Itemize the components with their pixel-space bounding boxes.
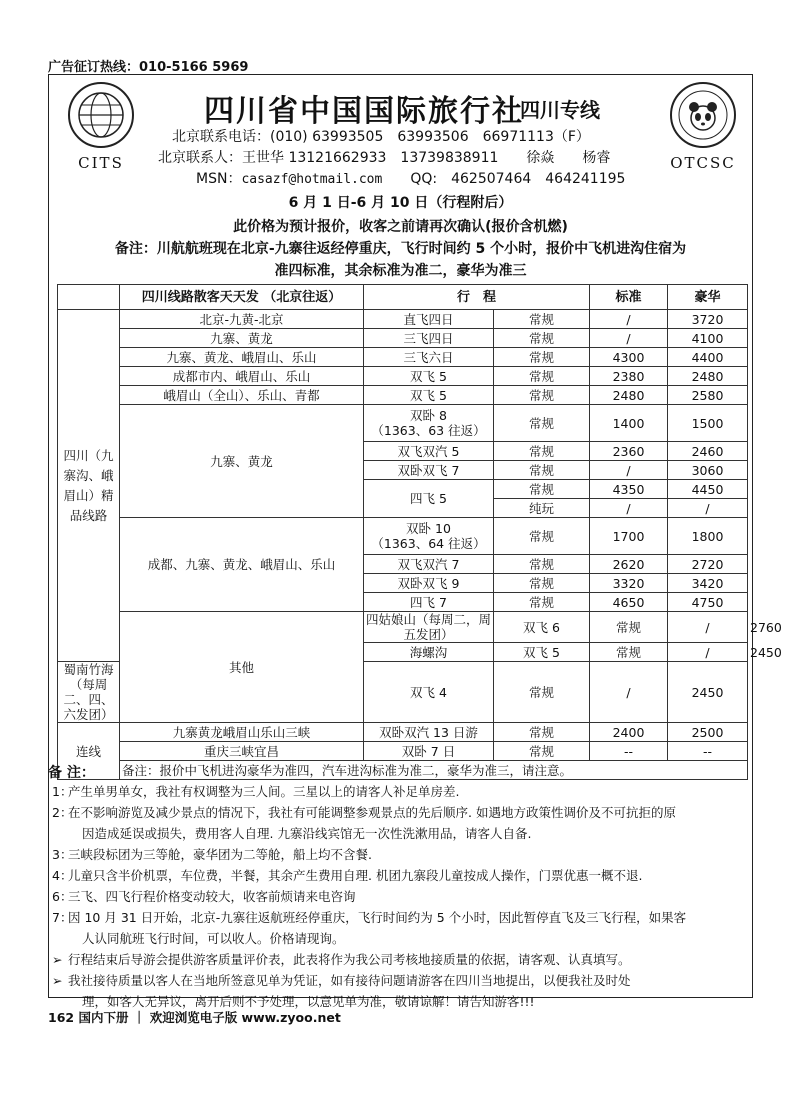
footer-slogan[interactable]: 欢迎浏览电子版 www.zyoo.net (149, 1010, 341, 1025)
luxury-price: 1800 (668, 518, 748, 555)
luxury-price: 4450 (668, 480, 748, 499)
table-row (58, 329, 748, 348)
itinerary-header: 行 程 (364, 285, 590, 310)
msn-label: MSN： (196, 171, 242, 187)
type-cell: 常规 (494, 480, 590, 499)
group-other: 其他 (120, 612, 364, 723)
footer-section: 国内下册 (78, 1010, 129, 1025)
table-row (58, 742, 748, 761)
note-text-cont: 人认同航班飞行时间，可以收人。价格请现询。 (82, 931, 345, 946)
arrow-icon: ➢ (52, 973, 63, 988)
otcsc-logo-text: OTCSC (670, 154, 736, 172)
note-number: 1： (52, 784, 73, 799)
standard-price: 2360 (590, 442, 668, 461)
type-cell: 常规 (494, 442, 590, 461)
route-cell: 九寨、黄龙、峨眉山、乐山 (120, 348, 364, 367)
note-text: 三峡段标团为三等舱，豪华团为二等舱，船上均不含餐. (68, 847, 372, 862)
note-text-cont: 理，如客人无异议，离开后则不予处理，以意见单为准，敬请谅解！请告知游客!!! (82, 994, 535, 1009)
table-row (58, 348, 748, 367)
standard-price: 2400 (590, 723, 668, 742)
trip-cell: 双飞 5 (494, 643, 590, 662)
date-range: 6 月 1 日-6 月 10 日（行程附后） (288, 195, 513, 211)
note-number: 3： (52, 847, 73, 862)
msn-email[interactable]: casazf@hotmail.com (241, 172, 383, 187)
route-cell: 蜀南竹海（每周二、四、六发团） (58, 662, 120, 723)
remark-line-2: 准四标准，其余标准为准二，豪华为准三 (274, 263, 527, 279)
standard-price: -- (590, 742, 668, 761)
page-number: 162 (48, 1010, 75, 1025)
standard-price: / (668, 643, 748, 662)
note-item (52, 949, 747, 970)
type-cell: 常规 (494, 742, 590, 761)
type-cell: 常规 (494, 593, 590, 612)
note-number: 2： (52, 805, 73, 820)
trip-cell: 双飞双汽 7 (364, 555, 494, 574)
luxury-price: 2580 (668, 386, 748, 405)
route-cell: 重庆三峡宜昌 (120, 742, 364, 761)
route-header: 四川线路散客天天发 （北京往返） (120, 285, 364, 310)
type-cell: 常规 (590, 643, 668, 662)
table-row (58, 723, 748, 742)
trip-cell: 双飞双汽 5 (364, 442, 494, 461)
standard-price: 4300 (590, 348, 668, 367)
table-row: 海螺沟 双飞 5 常规 / 2450 (58, 643, 748, 662)
contact-phone: 北京联系电话：(010) 63993505 63993506 66971113（F） (172, 129, 590, 145)
type-cell: 常规 (494, 329, 590, 348)
trip-cell: 四飞 5 (364, 480, 494, 518)
route-cell: 海螺沟 (364, 643, 494, 662)
standard-price: 4350 (590, 480, 668, 499)
note-item (52, 886, 747, 907)
note-number: 4： (52, 868, 73, 883)
cits-logo (62, 80, 140, 172)
trip-cell: 双飞 5 (364, 386, 494, 405)
type-cell: 常规 (494, 310, 590, 329)
trip-main: 双卧 8 (410, 408, 447, 423)
type-cell: 常规 (494, 723, 590, 742)
note-number: 7： (52, 910, 73, 925)
table-row (58, 367, 748, 386)
trip-cell (364, 405, 494, 442)
route-cell: 九寨、黄龙 (120, 329, 364, 348)
note-text: 行程结束后导游会提供游客质量评价表，此表将作为我公司考核地接质量的依据，请客观、认真填写。 (68, 952, 631, 967)
note-item (52, 970, 747, 1012)
trip-sub: （1363、64 往返） (371, 536, 486, 551)
luxury-price: 4750 (668, 593, 748, 612)
table-footnote-row (58, 761, 748, 780)
standard-price: / (590, 662, 668, 723)
notes-heading: 备 注： (48, 765, 95, 781)
type-cell: 常规 (494, 461, 590, 480)
qq-numbers: QQ: 462507464 464241195 (382, 171, 626, 187)
luxury-price: 2450 (668, 662, 748, 723)
luxury-price: 3420 (668, 574, 748, 593)
luxury-price: 3060 (668, 461, 748, 480)
agency-subtitle: 四川专线 (520, 98, 600, 122)
table-row: 其他 四姑娘山（每周二，周五发团） 双飞 6 常规 / 2760 (58, 612, 748, 643)
route-cell: 峨眉山（全山）、乐山、青都 (120, 386, 364, 405)
luxury-price: 4400 (668, 348, 748, 367)
table-row (58, 518, 748, 555)
remark-line-1: 备注：川航航班现在北京-九寨往返经停重庆，飞行时间约 5 个小时，报价中飞机进沟住宿为 (114, 241, 687, 257)
luxury-header: 豪华 (668, 285, 748, 310)
note-text: 产生单男单女，我社有权调整为三人间。三星以上的请客人补足单房差. (68, 784, 460, 799)
route-cell-chengdu-loop: 成都、九寨、黄龙、峨眉山、乐山 (120, 518, 364, 612)
luxury-price: 1500 (668, 405, 748, 442)
trip-cell: 双卧双飞 7 (364, 461, 494, 480)
price-note: 此价格为预计报价，收客之前请再次确认(报价含机燃) (233, 219, 568, 235)
luxury-price: -- (668, 742, 748, 761)
note-text: 我社接待质量以客人在当地所签意见单为凭证，如有接待问题请游客在四川当地提出，以便我社及时处 (68, 973, 631, 988)
type-cell: 常规 (494, 405, 590, 442)
standard-price: 4650 (590, 593, 668, 612)
note-item (52, 802, 747, 844)
type-cell: 常规 (494, 386, 590, 405)
page-footer: 162 国内下册 ｜ 欢迎浏览电子版 www.zyoo.net (48, 1010, 341, 1025)
contact-person: 北京联系人：王世华 13121662933 13739838911 徐焱 杨睿 (158, 150, 611, 166)
note-number: 6： (52, 889, 73, 904)
type-cell: 常规 (494, 367, 590, 386)
trip-cell: 四飞 7 (364, 593, 494, 612)
group-link: 连线 (58, 723, 120, 780)
standard-price: / (590, 310, 668, 329)
group-header-cell (58, 285, 120, 310)
luxury-price: 2480 (668, 367, 748, 386)
standard-price: / (590, 461, 668, 480)
trip-main: 双卧 10 (406, 521, 451, 536)
trip-cell: 三飞六日 (364, 348, 494, 367)
standard-price: 1400 (590, 405, 668, 442)
luxury-price: 2460 (668, 442, 748, 461)
arrow-icon: ➢ (52, 952, 63, 967)
group-sichuan: 四川（九寨沟、峨眉山）精品线路 (58, 310, 120, 662)
trip-cell: 双卧 7 日 (364, 742, 494, 761)
cits-logo-text: CITS (78, 154, 124, 172)
route-cell: 四姑娘山（每周二，周五发团） (364, 612, 494, 643)
panda-icon (668, 80, 738, 150)
luxury-price: / (668, 499, 748, 518)
standard-price: 1700 (590, 518, 668, 555)
table-row (58, 386, 748, 405)
table-row (58, 405, 748, 442)
trip-sub: （1363、63 往返） (371, 423, 486, 438)
price-table (57, 284, 782, 780)
type-cell: 常规 (590, 612, 668, 643)
table-footnote: 备注：报价中飞机进沟豪华为准四，汽车进沟标准为准二，豪华为准三，请注意。 (120, 761, 748, 780)
note-item (52, 781, 747, 802)
standard-price: 2480 (590, 386, 668, 405)
route-cell: 北京-九黄-北京 (120, 310, 364, 329)
ad-hotline: 广告征订热线：010-5166 5969 (48, 60, 249, 75)
type-cell: 常规 (494, 574, 590, 593)
note-text-cont: 因造成延误或损失，费用客人自理. 九寨沿线宾馆无一次性洗漱用品，请客人自备. (82, 826, 532, 841)
standard-price: 3320 (590, 574, 668, 593)
type-cell: 纯玩 (494, 499, 590, 518)
trip-cell: 直飞四日 (364, 310, 494, 329)
type-cell: 常规 (494, 348, 590, 367)
trip-cell: 双飞 5 (364, 367, 494, 386)
trip-cell: 三飞四日 (364, 329, 494, 348)
standard-price: / (590, 329, 668, 348)
trip-cell: 双飞 6 (494, 612, 590, 643)
luxury-price: 2500 (668, 723, 748, 742)
note-item (52, 907, 747, 949)
note-text: 儿童只含半价机票，车位费，半餐，其余产生费用自理. 机团九寨段儿童按成人操作，门票优惠一概不退. (68, 868, 643, 883)
type-cell: 常规 (494, 662, 590, 723)
table-header-row (58, 285, 748, 310)
note-text: 在不影响游览及减少景点的情况下，我社有可能调整参观景点的先后顺序. 如遇地方政策性调价及不可抗拒的原 (68, 805, 676, 820)
trip-cell: 双飞 4 (364, 662, 494, 723)
luxury-price: 2720 (668, 555, 748, 574)
standard-price: 2620 (590, 555, 668, 574)
route-cell-jiuzhai: 九寨、黄龙 (120, 405, 364, 518)
luxury-price: 3720 (668, 310, 748, 329)
route-cell: 成都市内、峨眉山、乐山 (120, 367, 364, 386)
trip-cell: 双卧双汽 13 日游 (364, 723, 494, 742)
agency-title: 四川省中国国际旅行社 (204, 94, 524, 129)
globe-icon (66, 80, 136, 150)
standard-price: / (590, 499, 668, 518)
trip-cell: 双卧双飞 9 (364, 574, 494, 593)
trip-cell (364, 518, 494, 555)
luxury-price: 4100 (668, 329, 748, 348)
standard-header: 标准 (590, 285, 668, 310)
type-cell: 常规 (494, 555, 590, 574)
type-cell: 常规 (494, 518, 590, 555)
note-item (52, 844, 747, 865)
standard-price: / (668, 612, 748, 643)
table-row (58, 310, 748, 329)
otcsc-logo (664, 80, 742, 172)
note-text: 三飞、四飞行程价格变动较大，收客前烦请来电咨询 (68, 889, 356, 904)
contact-msn-qq (196, 168, 625, 188)
note-item (52, 865, 747, 886)
standard-price: 2380 (590, 367, 668, 386)
route-cell: 九寨黄龙峨眉山乐山三峡 (120, 723, 364, 742)
note-text: 因 10 月 31 日开始，北京-九寨往返航班经停重庆，飞行时间约为 5 个小时，因此暂停直飞及三飞行程，如果客 (68, 910, 687, 925)
